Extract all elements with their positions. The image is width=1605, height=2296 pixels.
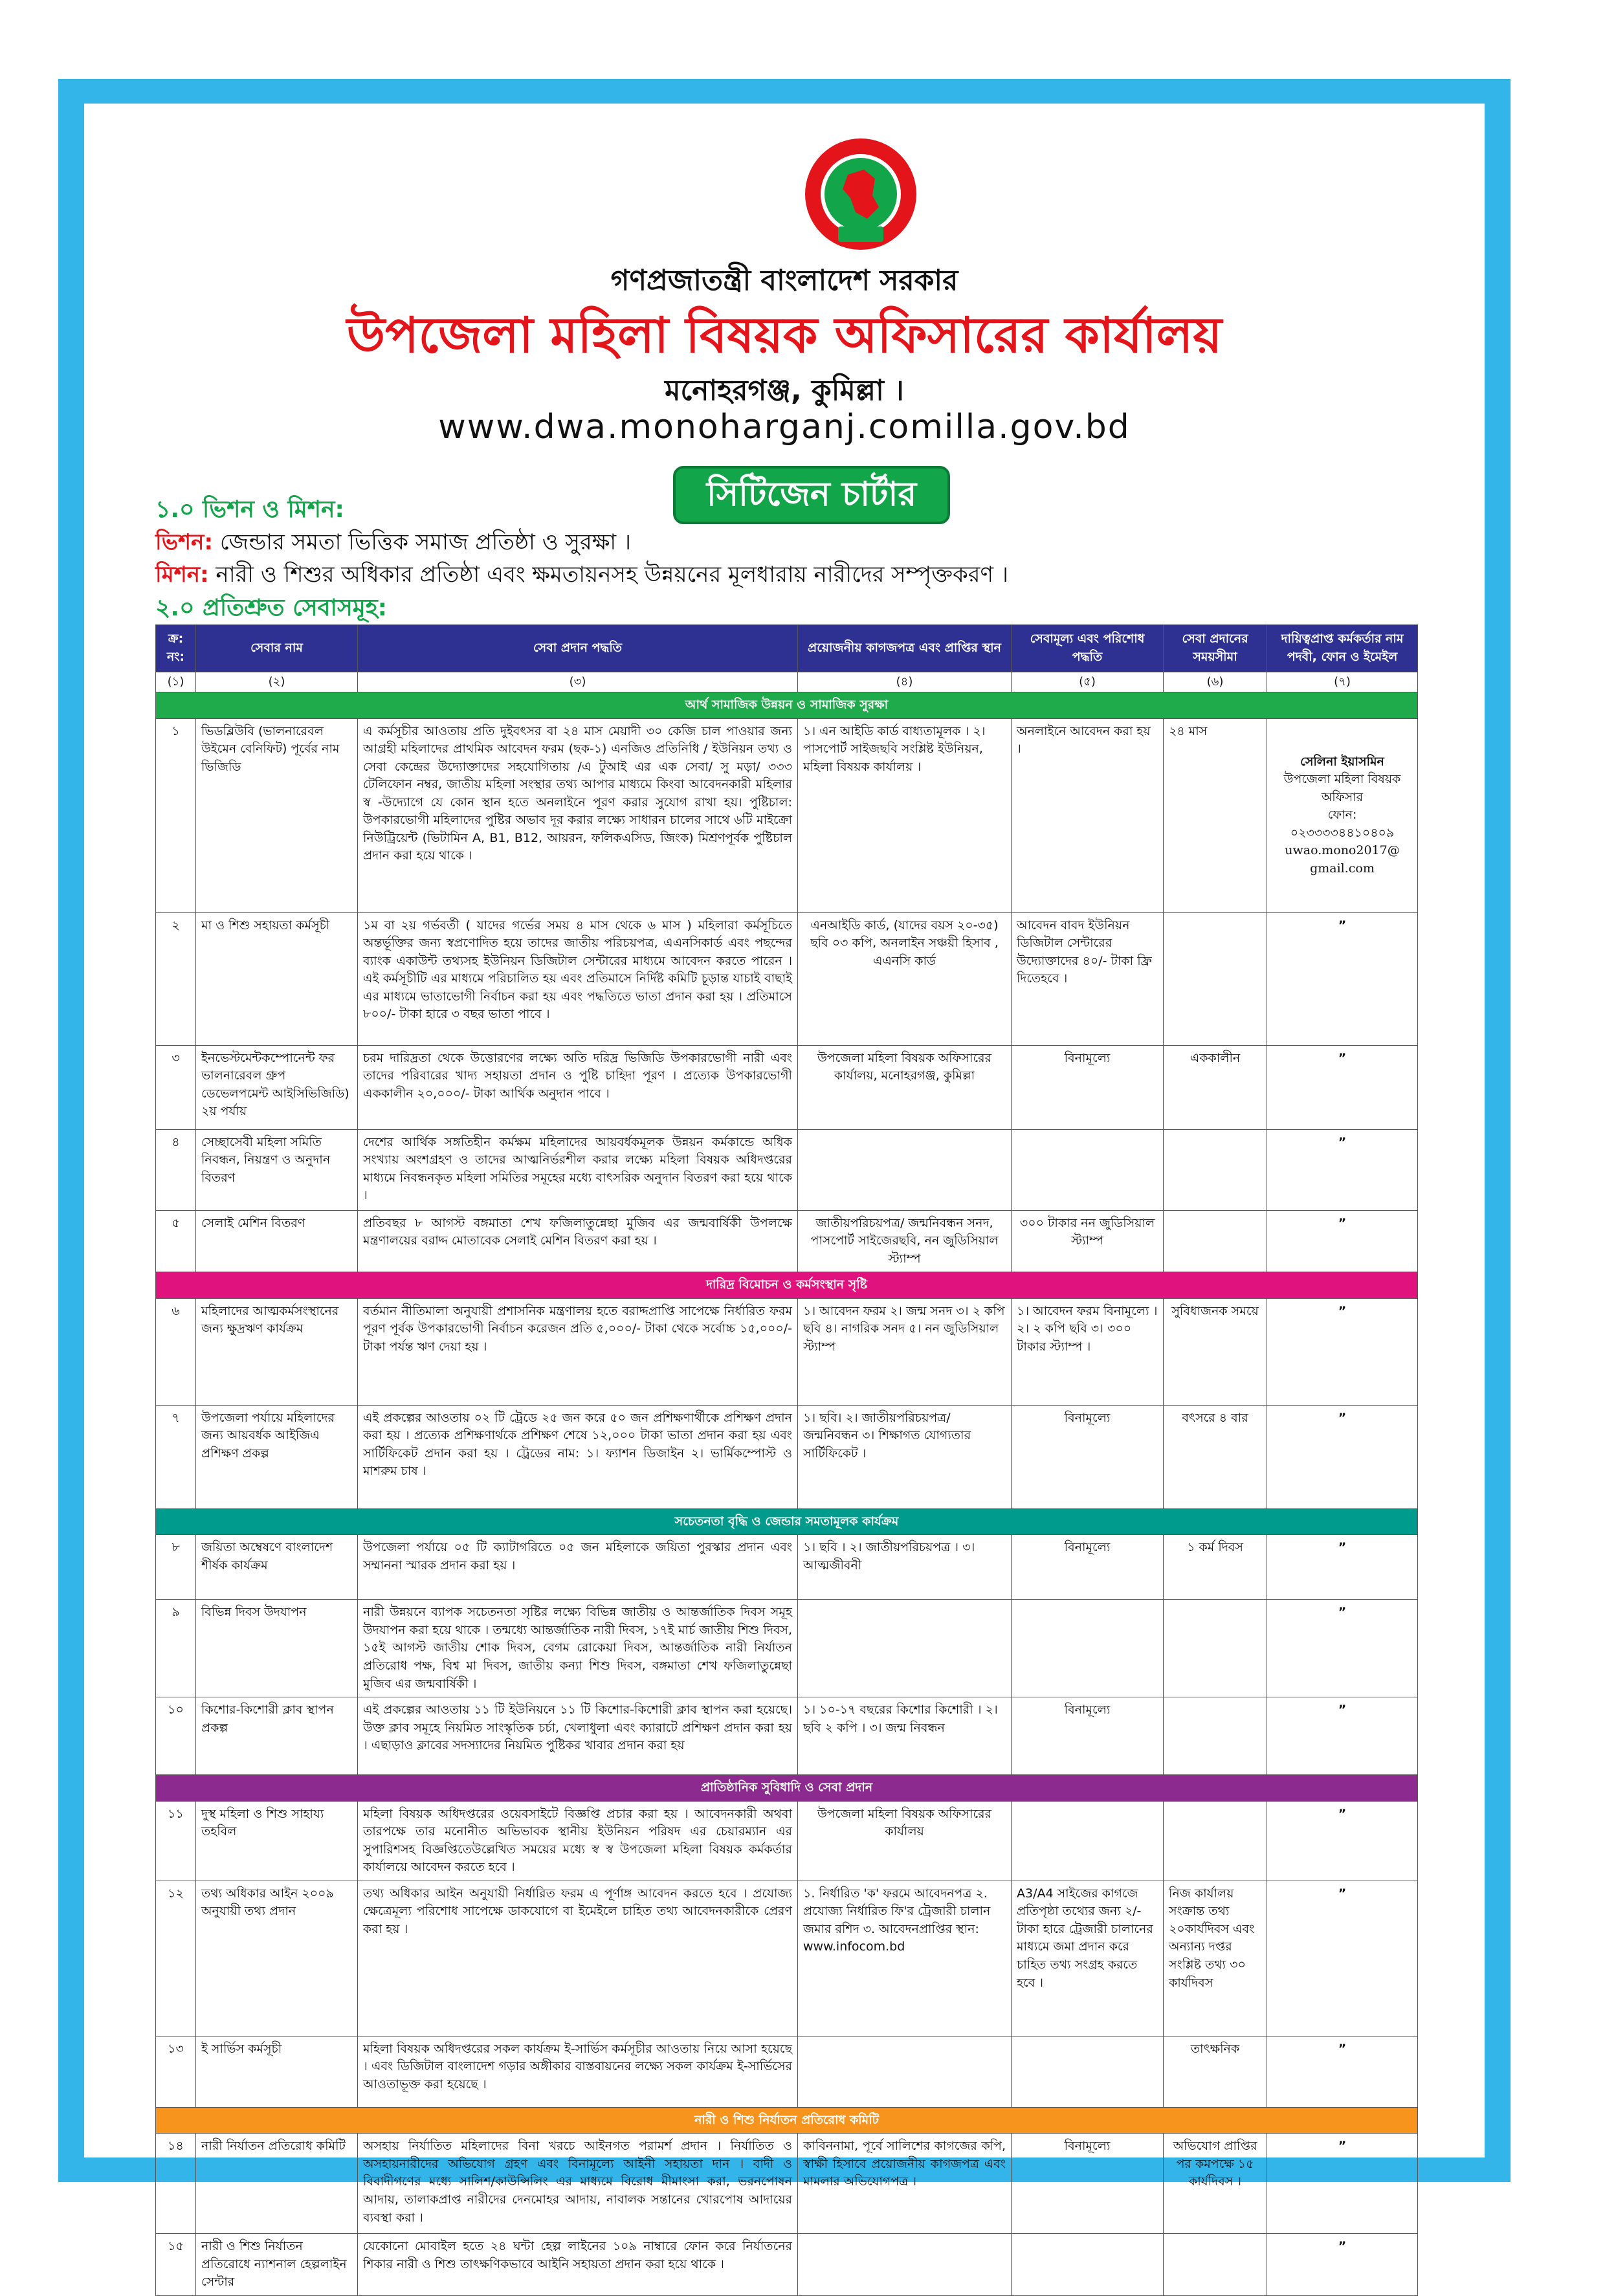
row-serial: ৪: [156, 1129, 196, 1210]
table-row: [156, 1298, 1418, 1405]
service-documents: উপজেলা মহিলা বিষয়ক অফিসারের কার্যালয়, মনোহরগঞ্জ, কুমিল্লা: [798, 1045, 1012, 1129]
service-name: দুস্থ মহিলা ও শিশু সাহায্য তহবিল: [196, 1801, 358, 1881]
section-title-poverty: দারিদ্র বিমোচন ও কর্মসংস্থান সৃষ্টি: [156, 1272, 1418, 1299]
row-serial: ১১: [156, 1801, 196, 1881]
ditto-mark: ”: [1267, 1210, 1418, 1272]
service-name: সেচ্ছাসেবী মহিলা সমিতি নিবন্ধন, নিয়ন্ত্রণ ও অনুদান বিতরণ: [196, 1129, 358, 1210]
service-method: অসহায় নির্যাতিত মহিলাদের বিনা খরচে আইনগত পরামর্শ প্রদান । নির্যাতিত ও অসহায়নারীদের অভিযোগ গ্রহণ এবং বিনামূল্যে আইনী সহায়তা দান । বাদী ও বিবাদীগণের মধ্যে সালিশ/কাউন্সিলিং এর মাধ্যমে বিরোধ মীমাংসা করা, ভরনপোষন আদায়, তালাকপ্রাপ্ত নারীদের দেনমোহর আদায়, নাবালক সন্তানের খোরপোষ আদায়ের ব্যবস্থা করা ।: [358, 2134, 798, 2234]
service-time: ২৪ মাস: [1164, 718, 1267, 912]
row-serial: ৬: [156, 1298, 196, 1405]
row-serial: ১৫: [156, 2234, 196, 2296]
service-time: [1164, 1697, 1267, 1775]
service-fee: [1012, 1600, 1164, 1697]
service-name: জয়িতা অম্বেষণে বাংলাদেশ শীর্ষক কার্যক্রম: [196, 1535, 358, 1600]
service-method: প্রতিবছর ৮ আগস্ট বঙ্গমাতা শেখ ফজিলাতুন্নেছা মুজিব এর জন্মবার্ষিকী উপলক্ষে মন্ত্রণালয়ের বরাদ্দ মোতাবেক সেলাই মেশিন বিতরণ করা হয় ।: [358, 1210, 798, 1272]
mission-text: নারী ও শিশুর অধিকার প্রতিষ্ঠা এবং ক্ষমতায়নসহ উন্নয়নের মূলধারায় নারীদের সম্পৃক্তকরণ ।: [208, 562, 1009, 588]
section-title-awareness: সচেতনতা বৃদ্ধি ও জেন্ডার সমতামূলক কার্যক্রম: [156, 1508, 1418, 1535]
table-row: [156, 1600, 1418, 1697]
service-method: নারী উন্নয়নে ব্যাপক সচেতনতা সৃষ্টির লক্ষ্যে বিভিন্ন জাতীয় ও আন্তর্জাতিক দিবস সমূহ উদযাপন করা হয়ে থাকে । তন্মধ্যে আন্তর্জাতিক নারী দিবস, ১৭ই মার্চ জাতীয় শিশু দিবস, ১৫ই আগস্ট জাতীয় শোক দিবস, বেগম রোকেয়া দিবস, আন্তর্জাতিক নারী নির্যাতন প্রতিরোধ পক্ষ, বিশ্ব মা দিবস, জাতীয় কন্যা শিশু দিবস, বঙ্গমাতা শেখ ফজিলাতুন্নেছা মুজিব এর জন্মবার্ষিকী ।: [358, 1600, 798, 1697]
service-time: [1164, 1801, 1267, 1881]
service-name: নারী ও শিশু নির্যাতন প্রতিরোধে ন্যাশনাল হেল্পলাইন সেন্টার: [196, 2234, 358, 2296]
service-fee: [1012, 1129, 1164, 1210]
column-number: (৬): [1164, 672, 1267, 692]
government-name: গণপ্রজাতন্ত্রী বাংলাদেশ সরকার: [610, 264, 958, 297]
row-serial: ১২: [156, 1881, 196, 2036]
section-title-institutional: প্রাতিষ্ঠানিক সুবিধাদি ও সেবা প্রদান: [156, 1775, 1418, 1802]
ditto-mark: ”: [1267, 1535, 1418, 1600]
service-fee: A3/A4 সাইজের কাগজে প্রতিপৃষ্ঠা তথ্যের জন্য ২/- টাকা হারে ট্রেজারী চালানের মাধ্যমে জমা প্রদান করে চাহিত তথ্য সংগ্রহ করতে হবে ।: [1012, 1881, 1164, 2036]
table-row: [156, 1881, 1418, 2036]
officer-name: সেলিনা ইয়াসমিন: [1300, 754, 1384, 769]
service-time: [1164, 1210, 1267, 1272]
header-cell: সেবামূল্য এবং পরিশোধ পদ্ধতি: [1012, 625, 1164, 672]
service-documents: ১। ছবি । ২। জাতীয়পরিচয়পত্র । ৩। আত্মজীবনী: [798, 1535, 1012, 1600]
officer-phone-label: ফোন:: [1327, 808, 1357, 822]
service-time: [1164, 2234, 1267, 2296]
service-fee: ৩০০ টাকার নন জুডিসিয়াল স্ট্যাম্প: [1012, 1210, 1164, 1272]
service-fee: বিনামূল্যে: [1012, 2134, 1164, 2234]
row-serial: ১০: [156, 1697, 196, 1775]
table-row: [156, 1535, 1418, 1600]
header-cell: সেবার নাম: [196, 625, 358, 672]
service-name: ই সার্ভিস কর্মসূচী: [196, 2036, 358, 2107]
column-number-row: [156, 672, 1418, 692]
mission-statement: [155, 558, 1008, 595]
header-cell: প্রয়োজনীয় কাগজপত্র এবং প্রাপ্তির স্থান: [798, 625, 1012, 672]
website-link[interactable]: www.dwa.monoharganj.comilla.gov.bd: [438, 408, 1131, 447]
table-row: [156, 2036, 1418, 2107]
office-title: উপজেলা মহিলা বিষয়ক অফিসারের কার্যালয়: [346, 306, 1223, 364]
table-row: [156, 1697, 1418, 1775]
service-method: চরম দারিদ্রতা থেকে উত্তোরণের লক্ষ্যে অতি দরিদ্র ভিজিডি উপকারভোগী নারী এবং তাদের পরিবারের খাদ্য সহায়তা প্রদান ও পুষ্টি চাহিদা পূরণ । প্রত্যেক উপকারভোগী এককালীন ২০,০০০/- টাকা আর্থিক অনুদান পাবে ।: [358, 1045, 798, 1129]
table-row: [156, 1129, 1418, 1210]
column-number: (৪): [798, 672, 1012, 692]
ditto-mark: ”: [1267, 2134, 1418, 2234]
service-time: নিজ কার্যালয় সংক্রান্ত তথ্য ২০কার্যদিবস এবং অন্যান্য দপ্তর সংশ্লিষ্ট তথ্য ৩০ কার্যদিবস: [1164, 1881, 1267, 2036]
service-time: [1164, 1600, 1267, 1697]
service-documents: ১. নির্ধারিত 'ক' ফরমে আবেদনপত্র ২. প্রযোজ্য নির্ধারিত ফি'র ট্রেজারী চালান জমার রশিদ ৩. আবেদনপ্রাপ্তির স্থান: www.infocom.bd: [798, 1881, 1012, 2036]
service-time: বৎসরে ৪ বার: [1164, 1405, 1267, 1508]
service-documents: ১। এন আইডি কার্ড বাধ্যতামূলক । ২। পাসপোর্ট সাইজছবি সংশ্লিষ্ট ইউনিয়ন, মহিলা বিষয়ক কার্যালয় ।: [798, 718, 1012, 912]
service-documents: ১। ছবি। ২। জাতীয়পরিচয়পত্র/ জন্মনিবন্ধন ৩। শিক্ষাগত যোগ্যতার সার্টিফিকেট ।: [798, 1405, 1012, 1508]
charter-sheet: [84, 104, 1485, 2290]
ditto-mark: ”: [1267, 912, 1418, 1045]
ditto-mark: ”: [1267, 1405, 1418, 1508]
table-row: [156, 1801, 1418, 1881]
column-number: (৩): [358, 672, 798, 692]
service-fee: [1012, 2036, 1164, 2107]
service-name: কিশোর-কিশোরী ক্লাব স্থাপন প্রকল্প: [196, 1697, 358, 1775]
service-documents: ১। আবেদন ফরম ২। জন্ম সনদ ৩। ২ কপি ছবি ৪। নাগরিক সনদ ৫। নন জুডিসিয়াল স্ট্যাম্প: [798, 1298, 1012, 1405]
officer-designation: উপজেলা মহিলা বিষয়ক অফিসার: [1283, 772, 1401, 804]
ditto-mark: ”: [1267, 1801, 1418, 1881]
vision-label: ভিশন:: [155, 529, 214, 555]
table-row: [156, 718, 1418, 912]
ditto-mark: ”: [1267, 1045, 1418, 1129]
service-time: সুবিধাজনক সময়ে: [1164, 1298, 1267, 1405]
service-fee: ১। আবেদন ফরম বিনামূল্যে । ২। ২ কপি ছবি ৩। ৩০০ টাকার স্ট্যাম্প ।: [1012, 1298, 1164, 1405]
column-number: (১): [156, 672, 196, 692]
service-name: নারী নির্যাতন প্রতিরোধ কমিটি: [196, 2134, 358, 2234]
government-emblem-icon: [802, 136, 919, 252]
service-method: এ কর্মসূচীর আওতায় প্রতি দুইবৎসর বা ২৪ মাস মেয়াদী ৩০ কেজি চাল পাওয়ার জন্য আগ্রহী মহিলাদের প্রাথমিক আবেদন ফরম (ছক-১) এনজিও প্রতিনিধি / ইউনিয়ন তথ্য ও সেবা কেন্দ্রের উদ্যোক্তাদের সহযোগিতায় /এ টুআই এর এক সেবা/ সু মড়া/ ৩৩৩ টেলিফোন নম্বর, জাতীয় মহিলা সংস্থার তথ্য আপার মাধ্যমে কিংবা আবেদনকারী মহিলার স্ব -উদ্যোগে যে কোন স্থান হতে অনলাইনে পূরণ করার সুযোগ রাখা হয়। পুষ্টিচাল: উপকারভোগী মহিলাদের পুষ্টির অভাব দূর করার লক্ষ্যে সাধারন চালের সাথে ৬টি মাইক্রো নিউট্রিয়েন্ট (ভিটামিন A, B1, B12, আয়রন, ফলিকএসিড, জিংক) মিশ্রণপূর্বক পুষ্টিচাল প্রদান করা হয়ে থাকে ।: [358, 718, 798, 912]
section-row: [156, 692, 1418, 719]
service-fee: বিনামূল্যে: [1012, 1535, 1164, 1600]
service-fee: বিনামূল্যে: [1012, 1405, 1164, 1508]
section-title-socioeconomic: আর্থ সামাজিক উন্নয়ন ও সামাজিক সুরক্ষা: [156, 692, 1418, 719]
column-number: (৫): [1012, 672, 1164, 692]
table-row: [156, 2234, 1418, 2296]
service-method: উপজেলা পর্যায়ে ০৫ টি ক্যাটাগরিতে ০৫ জন মহিলাকে জয়িতা পুরস্কার প্রদান এবং সম্মাননা স্মারক প্রদান করা হয় ।: [358, 1535, 798, 1600]
officer-email-line1[interactable]: uwao.mono2017@: [1285, 843, 1400, 858]
row-serial: ৭: [156, 1405, 196, 1508]
service-name: ভিডব্লিউবি (ভালনারেবল উইমেন বেনিফিট) পূর্বের নাম ভিজিডি: [196, 718, 358, 912]
service-name: উপজেলা পর্যায়ে মহিলাদের জন্য আয়বর্ধক আইজিএ প্রশিক্ষণ প্রকল্প: [196, 1405, 358, 1508]
service-method: ১ম বা ২য় গর্ভবর্তী ( যাদের গর্ভের সময় ৪ মাস থেকে ৬ মাস ) মহিলারা কর্মসূচিতে অন্তর্ভূক্তির জন্য স্বপ্রণোদিত হয়ে তাদের জাতীয় পরিচয়পত্র, এএনসিকার্ড এবং পছন্দের ব্যাংক একাউন্ট তথ্যসহ ইউনিয়ন ডিজিটাল সেন্টারের মাধ্যমে আবেদন করতে পারেন । এই কর্মসূচীটি এর মাধ্যমে পরিচালিত হয় এবং প্রতিমাসে নির্দিষ্ট কমিটি চূড়ান্ত যাচাই বাছাই এর মাধ্যমে ভাতাভোগী নির্বাচন করা হয় এবং পদ্ধতিতে ভাতা প্রদান করা হয় । প্রতিমাসে ৮০০/- টাকা হারে ৩ বছর ভাতা পাবে ।: [358, 912, 798, 1045]
section-row: [156, 1508, 1418, 1535]
service-documents: জাতীয়পরিচয়পত্র/ জন্মনিবন্ধন সনদ, পাসপোর্ট সাইজেরছবি, নন জুডিসিয়াল স্ট্যাম্প: [798, 1210, 1012, 1272]
service-method: মহিলা বিষয়ক অধিদপ্তরের সকল কার্যক্রম ই-সার্ভিস কর্মসূচীর আওতায় নিয়ে আসা হয়েছে । এবং ডিজিটাল বাংলাদেশ গড়ার অঙ্গীকার বাস্তবায়নের লক্ষ্যে সকল কার্যক্রম ই-সার্ভিসের আওতাভূক্ত করা হয়েছে ।: [358, 2036, 798, 2107]
citizen-charter-badge: সিটিজেন চার্টার: [673, 466, 950, 524]
row-serial: ১: [156, 718, 196, 912]
table-row: [156, 1045, 1418, 1129]
ditto-mark: ”: [1267, 1881, 1418, 2036]
service-documents: এনআইডি কার্ড, (যাদের বয়স ২০-৩৫) ছবি ০৩ কপি, অনলাইন সঞ্চয়ী হিসাব , এএনসি কার্ড: [798, 912, 1012, 1045]
service-method: মহিলা বিষয়ক অধিদপ্তরের ওয়েবসাইটে বিজ্ঞপ্তি প্রচার করা হয় । আবেদনকারী অথবা তারপক্ষে তার মনোনীত অভিভাবক স্থানীয় ইউনিয়ন পরিষদ এর চেয়ারম্যান এর সুপারিশসহ বিজ্ঞপ্তিতেউল্লেখিত সময়ের মধ্যে স্ব স্ব উপজেলা মহিলা বিষয়ক কর্মকর্তার কার্যালয়ে আবেদন করতে হবে ।: [358, 1801, 798, 1881]
column-number: (৭): [1267, 672, 1418, 692]
service-documents: [798, 2234, 1012, 2296]
section-row: [156, 2107, 1418, 2134]
row-serial: ৮: [156, 1535, 196, 1600]
service-name: মা ও শিশু সহায়তা কর্মসূচী: [196, 912, 358, 1045]
service-time: ১ কর্ম দিবস: [1164, 1535, 1267, 1600]
service-method: বর্তমান নীতিমালা অনুযায়ী প্রশাসনিক মন্ত্রণালয় হতে বরাদ্দপ্রাপ্তি সাপেক্ষে নির্ধারিত ফরম পূরণ পূর্বক উপকারভোগী নির্বাচন করেজন প্রতি ৫,০০০/- টাকা থেকে সর্বোচ্চ ১৫,০০০/- টাকা পর্যন্ত ঋণ দেয়া হয় ।: [358, 1298, 798, 1405]
service-documents: ১। ১০-১৭ বছরের কিশোর কিশোরী । ২। ছবি ২ কপি । ৩। জন্ম নিবন্ধন: [798, 1697, 1012, 1775]
service-documents: [798, 2036, 1012, 2107]
service-method: দেশের আর্থিক সঙ্গতিহীন কর্মক্ষম মহিলাদের আয়বর্ধকমূলক উন্নয়ন কর্মকান্ডে অধিক সংখ্যায় অংশগ্রহণ ও তাদের আত্মনির্ভরশীল করার লক্ষ্যে মহিলা বিষয়ক অধিদপ্তরের মাধ্যমে নিবন্ধনকৃত মহিলা সমিতির সমূহের মধ্যে বাৎসরিক অনুদান বিতরণ করা হয়ে থাকে ।: [358, 1129, 798, 1210]
service-fee: আবেদন বাবদ ইউনিয়ন ডিজিটাল সেন্টারের উদ্যোক্তাদের ৪০/- টাকা ফ্রি দিতেহবে ।: [1012, 912, 1164, 1045]
row-serial: ১৩: [156, 2036, 196, 2107]
table-header-row: [156, 625, 1418, 672]
section-title-violence-prevention: নারী ও শিশু নির্যাতন প্রতিরোধ কমিটি: [156, 2107, 1418, 2134]
table-row: [156, 912, 1418, 1045]
service-time: অভিযোগ প্রাপ্তির পর কমপক্ষে ১৫ কার্যদিবস ।: [1164, 2134, 1267, 2234]
officer-email-line2[interactable]: gmail.com: [1310, 861, 1375, 876]
service-name: সেলাই মেশিন বিতরণ: [196, 1210, 358, 1272]
ditto-mark: ”: [1267, 1298, 1418, 1405]
office-location: মনোহরগঞ্জ, কুমিল্লা ।: [665, 374, 904, 407]
row-serial: ২: [156, 912, 196, 1045]
column-number: (২): [196, 672, 358, 692]
service-fee: [1012, 1801, 1164, 1881]
responsible-officer: [1267, 718, 1418, 912]
services-table: [155, 624, 1418, 2296]
header-cell: ক্র: নং:: [156, 625, 196, 672]
service-documents: [798, 1600, 1012, 1697]
service-fee: [1012, 2234, 1164, 2296]
service-name: ইনভেস্টমেন্টকম্পোনেন্ট ফর ভালনারেবল গ্রুপ ডেভেলপমেন্ট আইসিভিজিডি) ২য় পর্যায়: [196, 1045, 358, 1129]
section-services-heading: ২.০ প্রতিশ্রুত সেবাসমূহ:: [155, 595, 388, 621]
service-method: যেকোনো মোবাইল হতে ২৪ ঘন্টা হেল্প লাইনের ১০৯ নাম্বারে ফোন করে নির্যাতনের শিকার নারী ও শিশু তাৎক্ষণিকভাবে আইনি সহায়তা প্রদান করা হয়ে থাকে ।: [358, 2234, 798, 2296]
ditto-mark: ”: [1267, 2234, 1418, 2296]
service-fee: অনলাইনে আবেদন করা হয় ।: [1012, 718, 1164, 912]
service-time: এককালীন: [1164, 1045, 1267, 1129]
officer-phone: ০২৩৩৩৩৪৪১০৪০৯: [1290, 825, 1395, 840]
row-serial: ৯: [156, 1600, 196, 1697]
mission-label: মিশন:: [155, 562, 209, 588]
row-serial: ৩: [156, 1045, 196, 1129]
row-serial: ১৪: [156, 2134, 196, 2234]
service-name: তথ্য অধিকার আইন ২০০৯ অনুযায়ী তথ্য প্রদান: [196, 1881, 358, 2036]
service-time: [1164, 1129, 1267, 1210]
service-method: এই প্রকল্পের আওতায় ১১ টি ইউনিয়নে ১১ টি কিশোর-কিশোরী ক্লাব স্থাপন করা হয়েছে। উক্ত ক্লাব সমূহে নিয়মিত সাংস্কৃতিক চর্চা, খেলাধুলা এবং ক্যারাটে প্রশিক্ষণ প্রদান করা হয় । এছাড়াও ক্লাবের সদস্যাদের নিয়মিত পুষ্টিকর খাবার প্রদান করা হয়: [358, 1697, 798, 1775]
service-documents: উপজেলা মহিলা বিষয়ক অফিসারের কার্যালয়: [798, 1801, 1012, 1881]
ditto-mark: ”: [1267, 1600, 1418, 1697]
header-cell: দায়িত্বপ্রাপ্ত কর্মকর্তার নাম পদবী, ফোন ও ইমেইল: [1267, 625, 1418, 672]
ditto-mark: ”: [1267, 1129, 1418, 1210]
vision-statement: [155, 525, 631, 562]
ditto-mark: ”: [1267, 2036, 1418, 2107]
table-row: [156, 1405, 1418, 1508]
vision-text: জেন্ডার সমতা ভিত্তিক সমাজ প্রতিষ্ঠা ও সুরক্ষা ।: [213, 529, 632, 555]
service-fee: বিনামূল্যে: [1012, 1697, 1164, 1775]
header-cell: সেবা প্রদান পদ্ধতি: [358, 625, 798, 672]
ditto-mark: ”: [1267, 1697, 1418, 1775]
service-method: এই প্রকল্পের আওতায় ০২ টি ট্রেডে ২৫ জন করে ৫০ জন প্রশিক্ষণার্থীকে প্রশিক্ষণ প্রদান করা হয় । প্রত্যেক প্রশিক্ষণার্থকে প্রশিক্ষণ শেষে ১২,০০০ টাকা ভাতা প্রদান করা হয় এবং সার্টিফিকেট প্রদান করা হয় । ট্রেডের নাম: ১। ফ্যাশন ডিজাইন ২। ভার্মিকম্পোস্ট ও মাশরুম চাষ ।: [358, 1405, 798, 1508]
service-documents: [798, 1129, 1012, 1210]
section-vision-mission-heading: ১.০ ভিশন ও মিশন:: [155, 496, 344, 523]
header-cell: সেবা প্রদানের সময়সীমা: [1164, 625, 1267, 672]
table-row: [156, 2134, 1418, 2234]
service-time: তাৎক্ষনিক: [1164, 2036, 1267, 2107]
service-documents: কাবিননামা, পূর্বে সালিশের কাগজের কপি, স্বাক্ষী হিসাবে প্রয়োজনীয় কাগজপত্র এবং মামলার অভিযোগপত্র ।: [798, 2134, 1012, 2234]
service-time: [1164, 912, 1267, 1045]
row-serial: ৫: [156, 1210, 196, 1272]
service-fee: বিনামূল্যে: [1012, 1045, 1164, 1129]
table-row: [156, 1210, 1418, 1272]
section-row: [156, 1272, 1418, 1299]
service-name: মহিলাদের আত্মকর্মসংস্থানের জন্য ক্ষুদ্রঋণ কার্যক্রম: [196, 1298, 358, 1405]
service-method: তথ্য অধিকার আইন অনুযায়ী নির্ধারিত ফরম এ পূর্ণাঙ্গ আবেদন করতে হবে । প্রযোজ্য ক্ষেত্রেমূল্য পরিশোধ সাপেক্ষে ডাকযোগে বা ইমেইলে চাহিত তথ্য আবেদনকারীকে প্রেরণ করা হয় ।: [358, 1881, 798, 2036]
service-name: বিভিন্ন দিবস উদযাপন: [196, 1600, 358, 1697]
section-row: [156, 1775, 1418, 1802]
